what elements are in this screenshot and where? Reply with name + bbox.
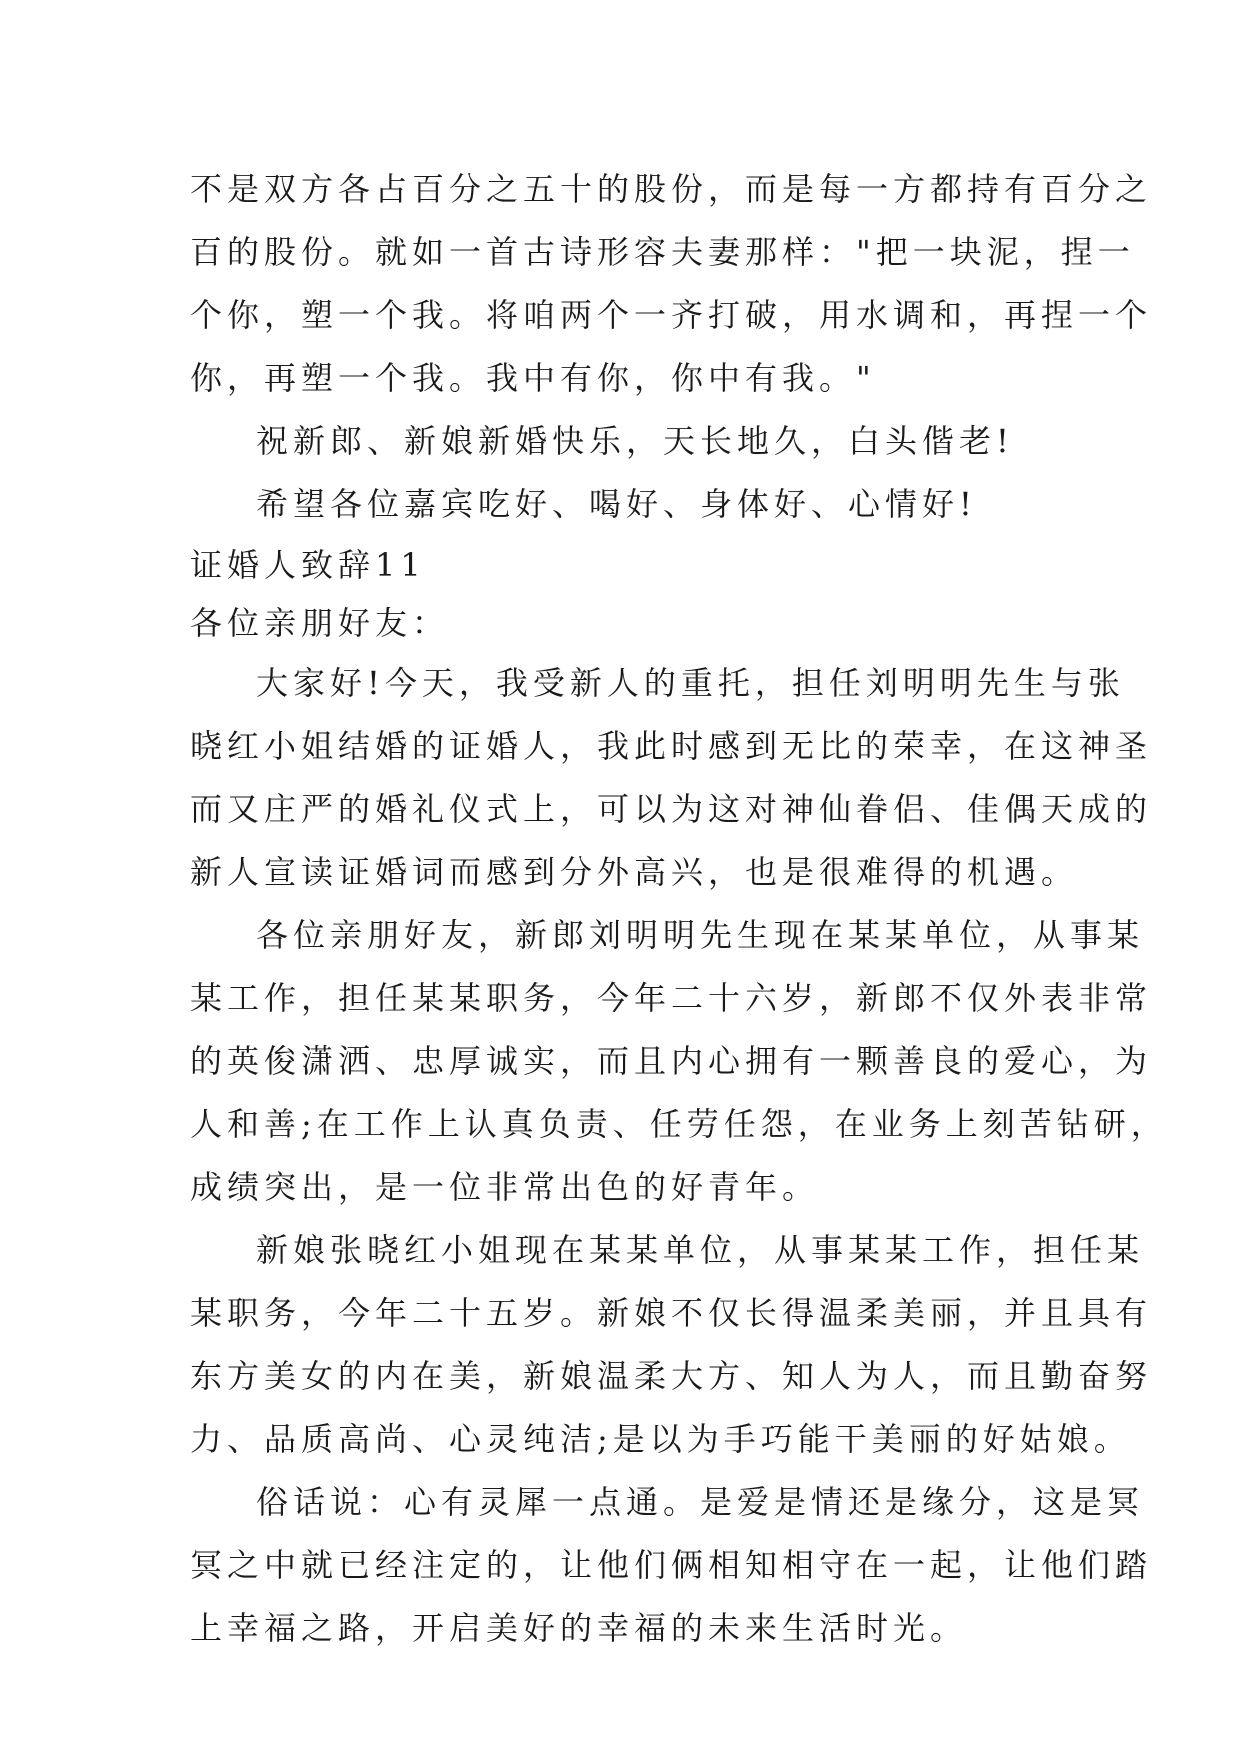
text-line: 俗话说：心有灵犀一点通。是爱是情还是缘分，这是冥 <box>256 1483 1145 1521</box>
paragraph-intro-continuation <box>190 158 1153 410</box>
text-line: 百的股份。就如一首古诗形容夫妻那样："把一块泥，捏一 <box>190 233 1135 271</box>
text-line: 晓红小姐结婚的证婚人，我此时感到无比的荣幸，在这神圣 <box>190 727 1153 765</box>
text-line: 各位亲朋好友： <box>190 604 450 642</box>
paragraph-bride-intro <box>190 1219 1153 1471</box>
text-line: 新人宣读证婚词而感到分外高兴，也是很难得的机遇。 <box>190 853 1079 891</box>
text-line: 证婚人致辞11 <box>190 546 426 584</box>
text-line: 而又庄严的婚礼仪式上，可以为这对神仙眷侣、佳偶天成的 <box>190 790 1153 828</box>
text-line: 个你，塑一个我。将咱两个一齐打破，用水调和，再捏一个 <box>190 296 1153 334</box>
paragraph-wish-guests <box>190 473 1070 536</box>
paragraph-salutation <box>190 594 1070 652</box>
document-body <box>190 158 1168 1660</box>
text-line: 的英俊潇洒、忠厚诚实，而且内心拥有一颗善良的爱心，为 <box>190 1042 1153 1080</box>
text-line: 力、品质高尚、心灵纯洁;是以为手巧能干美丽的好姑娘。 <box>190 1420 1131 1458</box>
text-line: 各位亲朋好友，新郎刘明明先生现在某某单位，从事某 <box>256 916 1145 954</box>
text-line: 上幸福之路，开启美好的幸福的未来生活时光。 <box>190 1609 968 1647</box>
text-line: 新娘张晓红小姐现在某某单位，从事某某工作，担任某 <box>256 1231 1145 1269</box>
text-line: 人和善;在工作上认真负责、任劳任怨，在业务上刻苦钻研， <box>190 1105 1168 1143</box>
text-line: 希望各位嘉宾吃好、喝好、身体好、心情好! <box>256 485 977 523</box>
text-line: 大家好!今天，我受新人的重托，担任刘明明先生与张 <box>256 664 1125 702</box>
text-line: 某工作，担任某某职务，今年二十六岁，新郎不仅外表非常 <box>190 979 1153 1017</box>
paragraph-proverb <box>190 1471 1153 1660</box>
paragraph-blessing <box>190 410 1070 473</box>
text-line: 祝新郎、新娘新婚快乐，天长地久，白头偕老! <box>256 422 1014 460</box>
paragraph-opening <box>190 652 1153 904</box>
paragraph-groom-intro <box>190 904 1168 1219</box>
text-line: 不是双方各占百分之五十的股份，而是每一方都持有百分之 <box>190 170 1153 208</box>
paragraph-section-title <box>190 536 1070 594</box>
text-line: 你，再塑一个我。我中有你，你中有我。" <box>190 359 876 397</box>
text-line: 某职务，今年二十五岁。新娘不仅长得温柔美丽，并且具有 <box>190 1294 1153 1332</box>
text-line: 东方美女的内在美，新娘温柔大方、知人为人，而且勤奋努 <box>190 1357 1153 1395</box>
text-line: 冥之中就已经注定的，让他们俩相知相守在一起，让他们踏 <box>190 1546 1153 1584</box>
text-line: 成绩突出，是一位非常出色的好青年。 <box>190 1168 820 1206</box>
